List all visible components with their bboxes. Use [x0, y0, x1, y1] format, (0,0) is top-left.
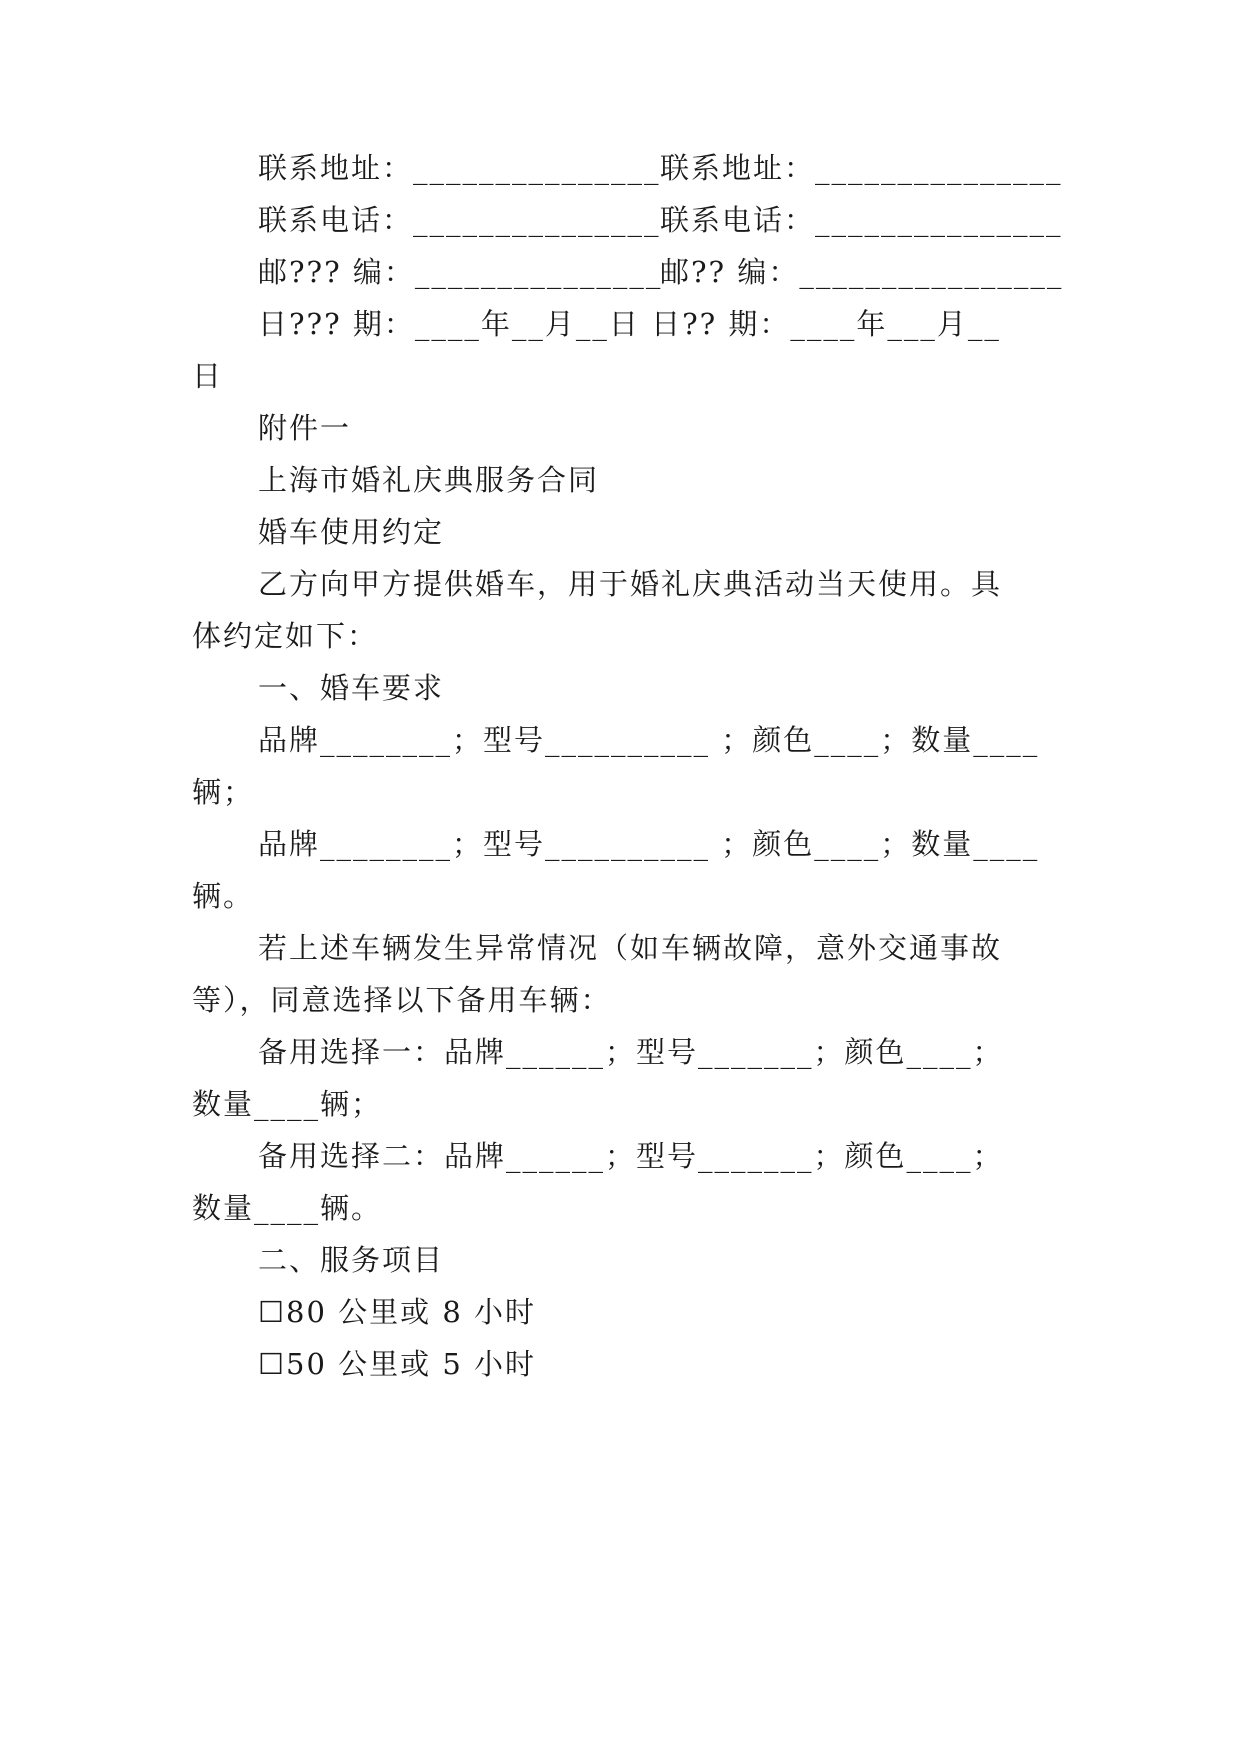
date-line-end: 日 [192, 359, 224, 393]
backup1-line-b: 数量____辆； [192, 1087, 383, 1121]
service-option-80km: ☐80 公里或 8 小时 [258, 1295, 537, 1329]
backup2-line-a: 备用选择二：品牌______；型号_______；颜色____； [258, 1139, 1004, 1173]
car-requirements-heading: 一、婚车要求 [258, 671, 445, 705]
section-title: 婚车使用约定 [258, 515, 445, 549]
service-option-50km: ☐50 公里或 5 小时 [258, 1347, 537, 1381]
contact-phone-right: 联系电话：_______________ [660, 203, 1063, 237]
backup2-line-b: 数量____辆。 [192, 1191, 383, 1225]
exception-line-1: 若上述车辆发生异常情况（如车辆故障，意外交通事故 [258, 931, 1003, 965]
date-line: 日??? 期：____年__月__日 日?? 期：____年___月__ [258, 307, 1001, 341]
car-row2-line-b: 辆。 [192, 879, 255, 913]
intro-line-1: 乙方向甲方提供婚车，用于婚礼庆典活动当天使用。具 [258, 567, 1003, 601]
car-row1-line-a: 品牌________；型号__________ ；颜色____；数量____ [258, 723, 1040, 757]
services-heading: 二、服务项目 [258, 1243, 445, 1277]
contact-postcode-left: 邮??? 编：_______________ [258, 255, 663, 289]
contact-address-right: 联系地址：_______________ [660, 151, 1063, 185]
car-row1-line-b: 辆； [192, 775, 255, 809]
annex-title: 附件一 [258, 411, 352, 445]
contract-name: 上海市婚礼庆典服务合同 [258, 463, 600, 497]
exception-line-2: 等），同意选择以下备用车辆： [192, 983, 612, 1017]
contact-address-left: 联系地址：_______________ [258, 151, 661, 185]
contact-phone-left: 联系电话：_______________ [258, 203, 661, 237]
backup1-line-a: 备用选择一：品牌______；型号_______；颜色____； [258, 1035, 1004, 1069]
car-row2-line-a: 品牌________；型号__________ ；颜色____；数量____ [258, 827, 1040, 861]
contact-postcode-right: 邮?? 编：________________ [660, 255, 1064, 289]
intro-line-2: 体约定如下： [192, 619, 379, 653]
